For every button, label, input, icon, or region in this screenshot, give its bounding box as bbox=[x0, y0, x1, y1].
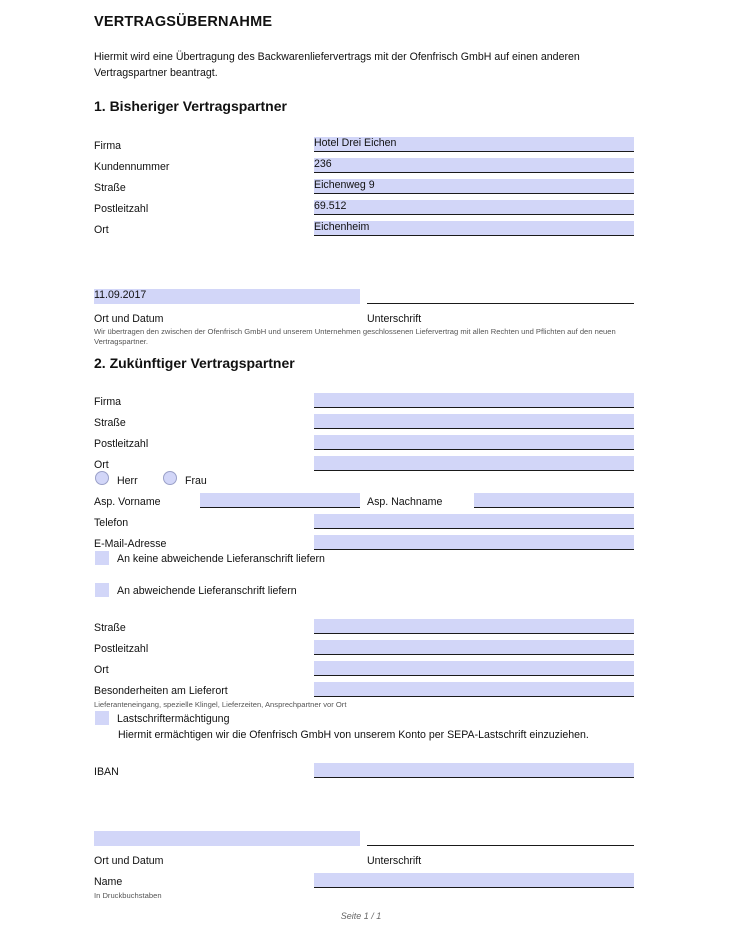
section2-heading: 2. Zukünftiger Vertragspartner bbox=[94, 355, 295, 371]
new-strasse-field[interactable] bbox=[314, 414, 634, 429]
ort-field[interactable]: Eichenheim bbox=[314, 221, 634, 236]
telefon-field[interactable] bbox=[314, 514, 634, 529]
besonderheiten-hint: Lieferanteneingang, spezielle Klingel, Lieferzeiten, Ansprechpartner vor Ort bbox=[94, 700, 347, 709]
new-ort-datum-field[interactable] bbox=[94, 831, 360, 846]
email-field[interactable] bbox=[314, 535, 634, 550]
nachname-field[interactable] bbox=[474, 493, 634, 508]
new-firma-field[interactable] bbox=[314, 393, 634, 408]
new-postleitzahl-field[interactable] bbox=[314, 435, 634, 450]
new-postleitzahl-label: Postleitzahl bbox=[94, 438, 149, 450]
section1-heading: 1. Bisheriger Vertragspartner bbox=[94, 98, 287, 114]
page-number: Seite 1 / 1 bbox=[340, 911, 382, 921]
no-alt-address-checkbox[interactable] bbox=[95, 551, 109, 565]
no-alt-address-label: An keine abweichende Lieferanschrift liefern bbox=[117, 553, 325, 565]
alt-strasse-label: Straße bbox=[94, 622, 126, 634]
besonderheiten-label: Besonderheiten am Lieferort bbox=[94, 685, 228, 697]
kundennummer-label: Kundennummer bbox=[94, 161, 170, 173]
alt-address-checkbox[interactable] bbox=[95, 583, 109, 597]
vorname-label: Asp. Vorname bbox=[94, 496, 161, 508]
firma-field[interactable]: Hotel Drei Eichen bbox=[314, 137, 634, 152]
vorname-field[interactable] bbox=[200, 493, 360, 508]
frau-radio[interactable] bbox=[163, 471, 177, 485]
new-unterschrift-label: Unterschrift bbox=[367, 855, 422, 867]
alt-ort-label: Ort bbox=[94, 664, 109, 676]
new-firma-label: Firma bbox=[94, 396, 122, 408]
alt-postleitzahl-label: Postleitzahl bbox=[94, 643, 149, 655]
new-unterschrift-line[interactable] bbox=[367, 831, 634, 846]
iban-label: IBAN bbox=[94, 766, 119, 778]
strasse-label: Straße bbox=[94, 182, 126, 194]
nachname-label: Asp. Nachname bbox=[367, 496, 443, 508]
alt-strasse-field[interactable] bbox=[314, 619, 634, 634]
alt-address-label: An abweichende Lieferanschrift liefern bbox=[117, 585, 297, 597]
alt-postleitzahl-field[interactable] bbox=[314, 640, 634, 655]
intro-text: Hiermit wird eine Übertragung des Backwarenliefervertrags mit der Ofenfrisch GmbH auf einen anderen Vertragspartner beantragt. bbox=[94, 51, 580, 79]
sepa-label: Lastschriftermächtigung bbox=[117, 713, 230, 725]
sepa-text: Hiermit ermächtigen wir die Ofenfrisch GmbH von unserem Konto per SEPA-Lastschrift einzuziehen. bbox=[118, 729, 589, 741]
strasse-field[interactable]: Eichenweg 9 bbox=[314, 179, 634, 194]
unterschrift-line[interactable] bbox=[367, 289, 634, 304]
new-strasse-label: Straße bbox=[94, 417, 126, 429]
ort-datum-field[interactable]: 11.09.2017 bbox=[94, 289, 360, 304]
new-ort-label: Ort bbox=[94, 459, 109, 471]
besonderheiten-field[interactable] bbox=[314, 682, 634, 697]
name-label: Name bbox=[94, 876, 123, 888]
name-hint: In Druckbuchstaben bbox=[94, 891, 162, 900]
unterschrift-label: Unterschrift bbox=[367, 313, 422, 325]
new-ort-datum-label: Ort und Datum bbox=[94, 855, 164, 867]
frau-label: Frau bbox=[185, 475, 207, 487]
ort-datum-label: Ort und Datum bbox=[94, 313, 164, 325]
postleitzahl-field[interactable]: 69.512 bbox=[314, 200, 634, 215]
alt-ort-field[interactable] bbox=[314, 661, 634, 676]
ort-label: Ort bbox=[94, 224, 109, 236]
page-footer bbox=[0, 911, 732, 921]
name-field[interactable] bbox=[314, 873, 634, 888]
firma-label: Firma bbox=[94, 140, 122, 152]
postleitzahl-label: Postleitzahl bbox=[94, 203, 149, 215]
kundennummer-field[interactable]: 236 bbox=[314, 158, 634, 173]
sepa-checkbox[interactable] bbox=[95, 711, 109, 725]
transfer-note: Wir übertragen den zwischen der Ofenfrisch GmbH und unserem Unternehmen geschlossenen Liefervertrag mit allen Rechten und Pflichten auf den neuen Vertragspartner. bbox=[94, 327, 616, 346]
telefon-label: Telefon bbox=[94, 517, 129, 529]
herr-label: Herr bbox=[117, 475, 138, 487]
iban-field[interactable] bbox=[314, 763, 634, 778]
new-ort-field[interactable] bbox=[314, 456, 634, 471]
document-title: VERTRAGSÜBERNAHME bbox=[94, 14, 273, 30]
herr-radio[interactable] bbox=[95, 471, 109, 485]
email-label: E-Mail-Adresse bbox=[94, 538, 167, 550]
